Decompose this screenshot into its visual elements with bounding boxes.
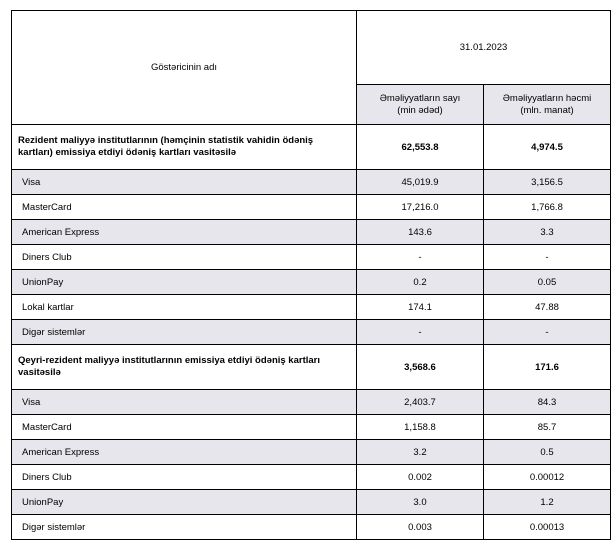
card-system-label: MasterCard <box>12 415 357 440</box>
transaction-volume-cell: 0.00012 <box>484 465 611 490</box>
table-body <box>12 125 611 540</box>
section-header-row <box>12 125 611 170</box>
card-system-label: Digər sistemlər <box>12 320 357 345</box>
transaction-volume-cell: 1.2 <box>484 490 611 515</box>
transaction-count-cell: 0.003 <box>357 515 484 540</box>
section-title: Rezident maliyyə institutlarının (həmçinin statistik vahidin ödəniş kartları) emissiya etdiyi ödəniş kartları vasitəsilə <box>12 125 357 170</box>
transaction-count-cell: 3.2 <box>357 440 484 465</box>
transaction-count-cell: - <box>357 245 484 270</box>
table-row <box>12 465 611 490</box>
table-row <box>12 440 611 465</box>
card-system-label: Lokal kartlar <box>12 295 357 320</box>
transaction-count-cell: 45,019.9 <box>357 170 484 195</box>
transaction-count-cell: 17,216.0 <box>357 195 484 220</box>
volume-column-unit: (mln. manat) <box>520 104 574 116</box>
table-row <box>12 390 611 415</box>
payment-cards-statistics-table <box>11 10 611 540</box>
transaction-volume-cell: - <box>484 245 611 270</box>
transaction-volume-cell: 84.3 <box>484 390 611 415</box>
transaction-volume-cell: 0.05 <box>484 270 611 295</box>
table-row <box>12 515 611 540</box>
table-row <box>12 320 611 345</box>
transaction-count-cell: - <box>357 320 484 345</box>
transaction-count-cell: 174.1 <box>357 295 484 320</box>
card-system-label: UnionPay <box>12 270 357 295</box>
transaction-volume-cell: 0.5 <box>484 440 611 465</box>
header-row-date <box>12 11 611 85</box>
date-header: 31.01.2023 <box>357 11 611 85</box>
section-volume-total: 171.6 <box>484 345 611 390</box>
volume-column-header <box>484 85 611 125</box>
transaction-volume-cell: 47.88 <box>484 295 611 320</box>
transaction-count-cell: 3.0 <box>357 490 484 515</box>
transaction-volume-cell: 0.00013 <box>484 515 611 540</box>
transaction-count-cell: 143.6 <box>357 220 484 245</box>
section-header-row <box>12 345 611 390</box>
count-column-title: Əməliyyatların sayı <box>379 92 461 104</box>
table-row <box>12 195 611 220</box>
table-row <box>12 490 611 515</box>
card-system-label: MasterCard <box>12 195 357 220</box>
count-column-unit: (min ədəd) <box>397 104 443 116</box>
card-system-label: Digər sistemlər <box>12 515 357 540</box>
card-system-label: Visa <box>12 170 357 195</box>
count-column-header <box>357 85 484 125</box>
transaction-count-cell: 0.2 <box>357 270 484 295</box>
section-count-total: 3,568.6 <box>357 345 484 390</box>
card-system-label: American Express <box>12 220 357 245</box>
card-system-label: Diners Club <box>12 465 357 490</box>
section-title: Qeyri-rezident maliyyə institutlarının emissiya etdiyi ödəniş kartları vasitəsilə <box>12 345 357 390</box>
card-system-label: American Express <box>12 440 357 465</box>
card-system-label: UnionPay <box>12 490 357 515</box>
transaction-count-cell: 0.002 <box>357 465 484 490</box>
table-row <box>12 245 611 270</box>
transaction-count-cell: 1,158.8 <box>357 415 484 440</box>
indicator-name-header: Göstəricinin adı <box>12 11 357 125</box>
card-system-label: Visa <box>12 390 357 415</box>
section-count-total: 62,553.8 <box>357 125 484 170</box>
transaction-count-cell: 2,403.7 <box>357 390 484 415</box>
transaction-volume-cell: 85.7 <box>484 415 611 440</box>
table-row <box>12 170 611 195</box>
table-row <box>12 415 611 440</box>
volume-column-title: Əməliyyatların həcmi <box>502 92 592 104</box>
table-row <box>12 270 611 295</box>
table-row <box>12 295 611 320</box>
transaction-volume-cell: - <box>484 320 611 345</box>
transaction-volume-cell: 3,156.5 <box>484 170 611 195</box>
transaction-volume-cell: 1,766.8 <box>484 195 611 220</box>
section-volume-total: 4,974.5 <box>484 125 611 170</box>
transaction-volume-cell: 3.3 <box>484 220 611 245</box>
table-row <box>12 220 611 245</box>
card-system-label: Diners Club <box>12 245 357 270</box>
